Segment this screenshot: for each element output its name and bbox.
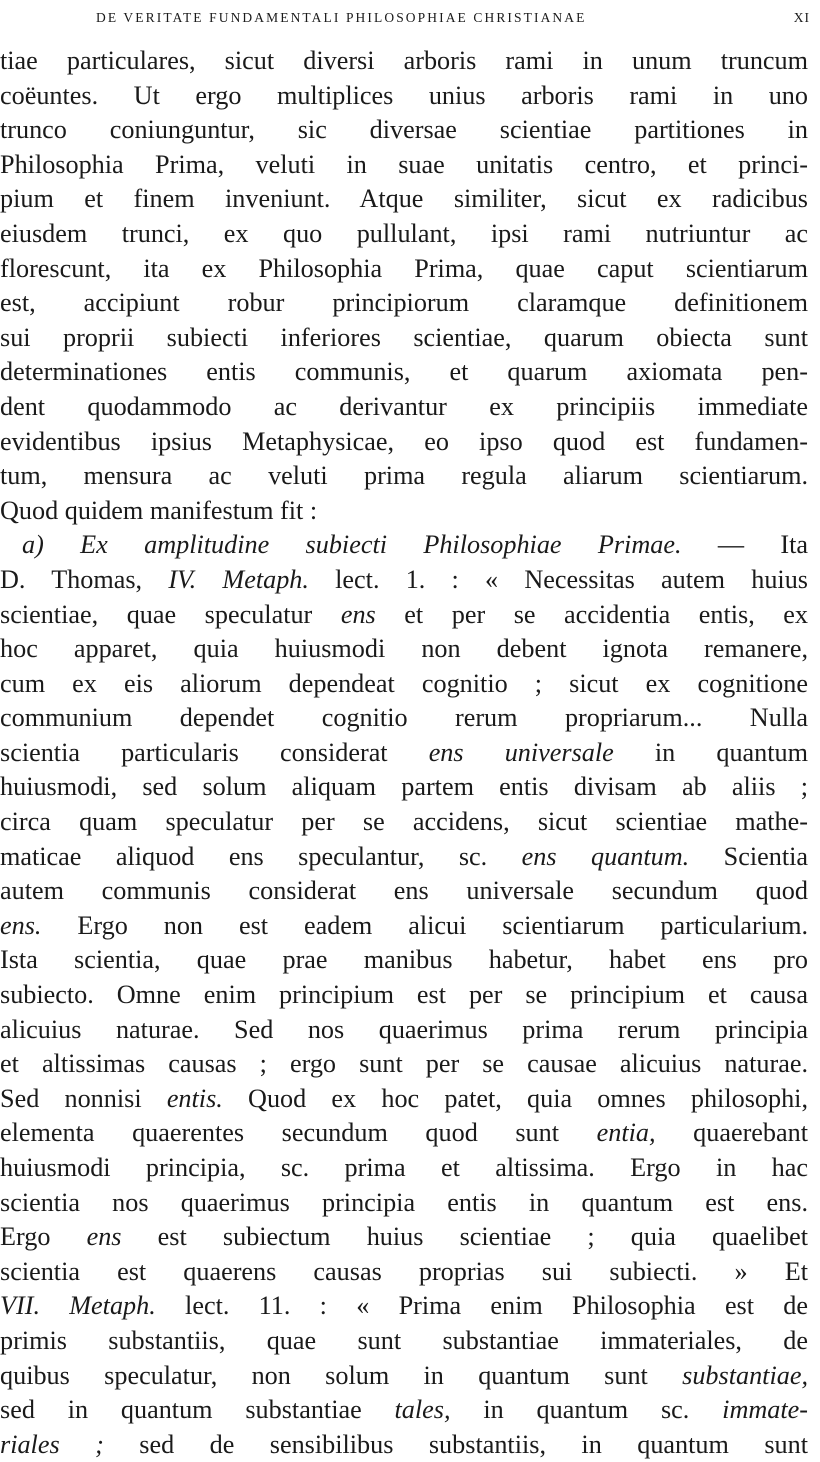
italic-text: substantiae, — [682, 1360, 808, 1390]
text-line — [0, 667, 808, 702]
text-line — [0, 1047, 808, 1082]
text-run: pium et finem inveniunt. Atque similiter, sicut ex radicibus — [0, 184, 808, 214]
italic-text: entis. — [166, 1083, 223, 1113]
running-title: DE VERITATE FUNDAMENTALI PHILOSOPHIAE CHRISTIANAE — [96, 10, 587, 25]
text-run: et altissimas causas ; ergo sunt per se causae alicuius naturae. — [0, 1049, 808, 1079]
text-run: subiecto. Omne enim principium est per se principium et causa — [0, 980, 808, 1010]
text-run: elementa quaerentes secundum quod sunt — [0, 1118, 597, 1148]
text-line — [0, 217, 808, 252]
text-line — [0, 79, 808, 114]
text-run: maticae aliquod ens speculantur, sc. — [0, 841, 522, 871]
text-run: Quod quidem manifestum fit : — [0, 495, 318, 525]
text-run: lect. 11. : « Prima enim Philosophia est de — [155, 1291, 808, 1321]
page-number: XI — [793, 10, 810, 25]
text-line — [0, 978, 808, 1013]
text-run: evidentibus ipsius Metaphysicae, eo ipso quod est fundamen- — [0, 426, 808, 456]
text-run: Sed nonnisi — [0, 1083, 167, 1113]
text-line — [0, 874, 808, 909]
text-line — [0, 563, 808, 598]
text-line — [0, 44, 808, 79]
text-line — [0, 1151, 808, 1186]
text-line — [0, 252, 808, 287]
text-run: tum, mensura ac veluti prima regula aliarum scientiarum. — [0, 461, 808, 491]
text-line — [0, 701, 808, 736]
text-line — [0, 1289, 808, 1324]
text-run: scientiae, quae speculatur — [0, 599, 341, 629]
text-line — [0, 1116, 808, 1151]
italic-text: ens quantum. — [521, 841, 690, 871]
text-run: Quod ex hoc patet, quia omnes philosophi, — [222, 1083, 808, 1113]
text-run: circa quam speculatur per se accidens, sicut scientiae mathe- — [0, 807, 808, 837]
italic-text: immate- — [722, 1395, 808, 1425]
text-line — [0, 1186, 808, 1221]
text-run: autem communis considerat ens universale secundum quod — [0, 876, 808, 906]
text-run: florescunt, ita ex Philosophia Prima, quae caput scientiarum — [0, 253, 808, 283]
text-line — [0, 1393, 808, 1428]
text-run: coëuntes. Ut ergo multiplices unius arboris rami in uno — [0, 80, 808, 110]
text-line — [0, 770, 808, 805]
body-text — [0, 44, 808, 1462]
text-line — [0, 943, 808, 978]
text-run: et per se accidentia entis, ex — [375, 599, 808, 629]
text-run: Ergo non est eadem alicui scientiarum particularium. — [41, 910, 808, 940]
text-run: in quantum — [613, 737, 808, 767]
text-line — [0, 805, 808, 840]
page-header — [0, 4, 820, 34]
italic-text: riales ; — [0, 1429, 104, 1459]
text-run: lect. 1. : « Necessitas autem huius — [308, 564, 808, 594]
italic-text: entia, — [596, 1118, 656, 1148]
text-line — [0, 459, 808, 494]
italic-text: a) Ex amplitudine subiecti Philosophiae Primae. — [22, 530, 682, 560]
italic-text: ens — [86, 1222, 122, 1252]
text-run: sed de sensibilibus substantiis, in quantum sunt — [103, 1429, 808, 1459]
text-run: sed in quantum substantiae — [0, 1395, 395, 1425]
text-run: Ergo — [0, 1222, 87, 1252]
italic-text: ens. — [0, 910, 42, 940]
text-line — [0, 425, 808, 460]
text-line — [0, 182, 808, 217]
text-line — [0, 148, 808, 183]
text-run: sui proprii subiecti inferiores scientiae, quarum obiecta sunt — [0, 322, 808, 352]
text-run: in quantum sc. — [450, 1395, 723, 1425]
text-line — [0, 355, 808, 390]
text-run: cum ex eis aliorum dependeat cognitio ; sicut ex cognitione — [0, 668, 808, 698]
text-run: quaerebant — [655, 1118, 808, 1148]
italic-text: IV. Metaph. — [168, 564, 309, 594]
text-run: quibus speculatur, non solum in quantum sunt — [0, 1360, 683, 1390]
text-line — [0, 494, 808, 529]
text-run: est subiectum huius scientiae ; quia quaelibet — [121, 1222, 808, 1252]
text-run: primis substantiis, quae sunt substantiae immateriales, de — [0, 1325, 808, 1355]
text-line — [0, 840, 808, 875]
text-run: dent quodammodo ac derivantur ex principiis immediate — [0, 391, 808, 421]
text-run: scientia particularis considerat — [0, 737, 429, 767]
text-run: scientia nos quaerimus principia entis in quantum est ens. — [0, 1187, 808, 1217]
text-run: — Ita — [681, 530, 808, 560]
text-run: communium dependet cognitio rerum propriarum... Nulla — [0, 703, 808, 733]
text-line — [0, 598, 808, 633]
text-line — [0, 113, 808, 148]
text-run: scientia est quaerens causas proprias sui subiecti. » Et — [0, 1256, 808, 1286]
italic-text: ens — [340, 599, 376, 629]
text-run: D. Thomas, — [0, 564, 169, 594]
text-run: huiusmodi principia, sc. prima et altissima. Ergo in hac — [0, 1153, 808, 1182]
text-run: Philosophia Prima, veluti in suae unitatis centro, et princi- — [0, 149, 808, 179]
text-run: Scientia — [689, 841, 808, 871]
italic-text: tales, — [394, 1395, 451, 1425]
italic-text: ens universale — [428, 737, 614, 767]
text-line — [0, 1324, 808, 1359]
text-line — [0, 1220, 808, 1255]
text-run: determinationes entis communis, et quarum axiomata pen- — [0, 357, 808, 387]
text-line — [0, 632, 808, 667]
text-line — [0, 1428, 808, 1462]
text-line — [0, 390, 808, 425]
text-line — [0, 1013, 808, 1048]
text-line — [0, 321, 808, 356]
text-run: hoc apparet, quia huiusmodi non debent ignota remanere, — [0, 634, 808, 664]
text-line — [0, 909, 808, 944]
text-run: tiae particulares, sicut diversi arboris rami in unum truncum — [0, 46, 808, 75]
text-line — [0, 1359, 808, 1394]
text-run: huiusmodi, sed solum aliquam partem entis divisam ab aliis ; — [0, 772, 808, 802]
italic-text: VII. Metaph. — [0, 1291, 156, 1321]
text-run: est, accipiunt robur principiorum claramque definitionem — [0, 288, 808, 318]
text-line — [0, 528, 808, 563]
text-line — [0, 736, 808, 771]
text-run: trunco coniunguntur, sic diversae scientiae partitiones in — [0, 115, 808, 145]
text-line — [0, 1255, 808, 1290]
text-run: alicuius naturae. Sed nos quaerimus prima rerum principia — [0, 1014, 808, 1044]
text-line — [0, 286, 808, 321]
text-run: Ista scientia, quae prae manibus habetur, habet ens pro — [0, 945, 808, 975]
text-run: eiusdem trunci, ex quo pullulant, ipsi rami nutriuntur ac — [0, 218, 808, 248]
text-line — [0, 1082, 808, 1117]
